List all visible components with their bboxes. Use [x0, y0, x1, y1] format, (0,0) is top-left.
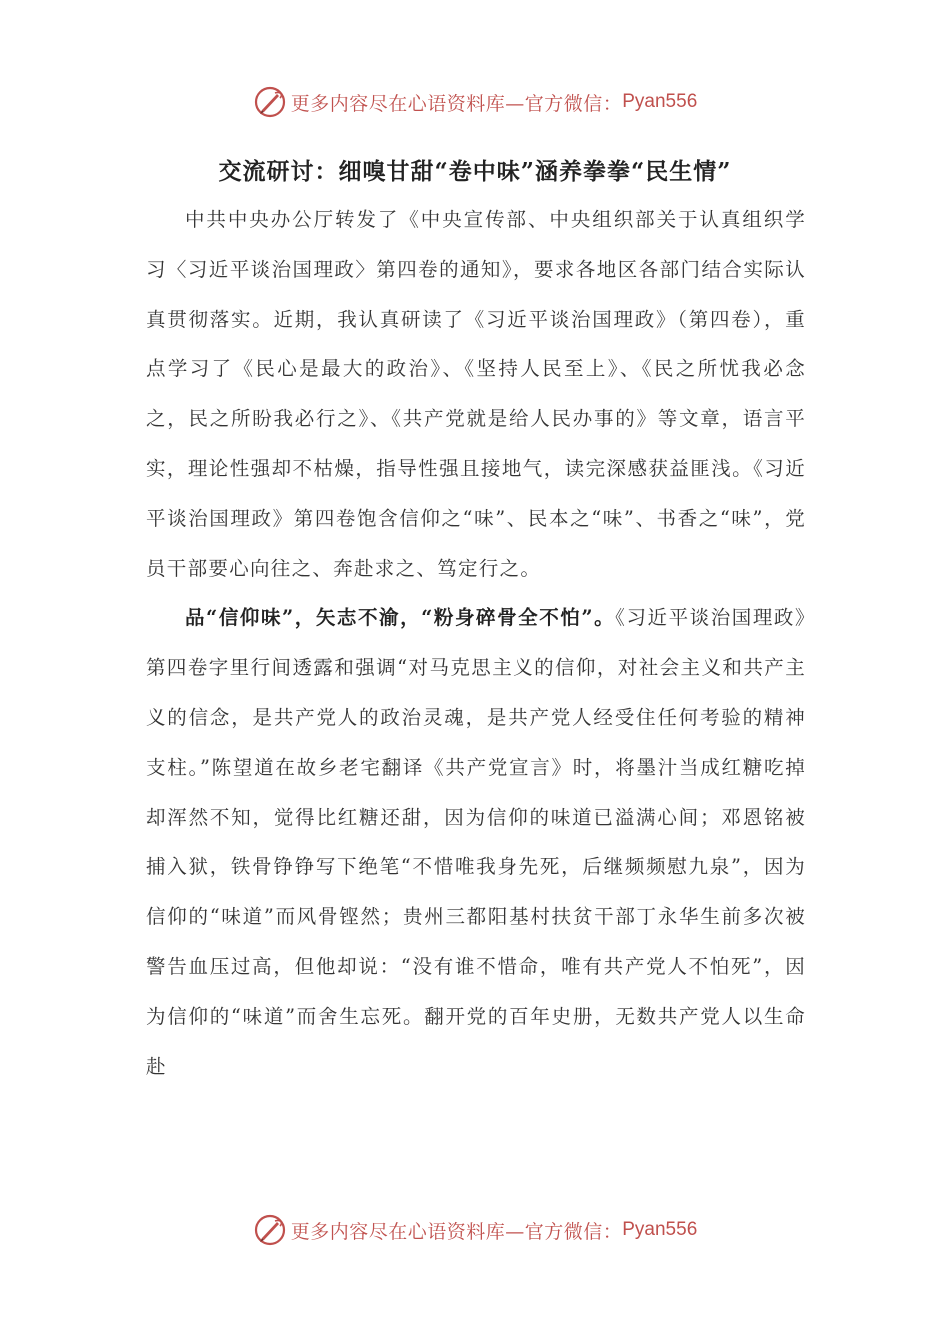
paragraph-text: 《习近平谈治国理政》第四卷字里行间透露和强调“对马克思主义的信仰，对社会主义和共产主义的信念，是共产党人的政治灵魂，是共产党人经受住任何考验的精神支柱。”陈望道在故乡老宅翻译《共产党宣言》时，将墨汁当成红糖吃掉却浑然不知，觉得比红糖还甜，因为信仰的味道已溢满心间；邓恩铭被捕入狱，铁骨铮铮写下绝笔“不惜唯我身先死，后继频频慰九泉”，因为信仰的“味道”而风骨铿然；贵州三都阳基村扶贫干部丁永华生前多次被警告血压过高，但他却说：“没有谁不惜命，唯有共产党人不怕死”，因为信仰的“味道”而舍生忘死。翻开党的百年史册，无数共产党人以生命赴	[146, 606, 806, 1078]
paragraph	[146, 593, 806, 1091]
paragraph: 中共中央办公厅转发了《中央宣传部、中央组织部关于认真组织学习〈习近平谈治国理政〉第四卷的通知》，要求各地区各部门结合实际认真贯彻落实。近期，我认真研读了《习近平谈治国理政》（第四卷），重点学习了《民心是最大的政治》、《坚持人民至上》、《民之所忧我必念之，民之所盼我必行之》、《共产党就是给人民办事的》等文章，语言平实，理论性强却不枯燥，指导性强且接地气，读完深感获益匪浅。《习近平谈治国理政》第四卷饱含信仰之“味”、民本之“味”、书香之“味”，党员干部要心向往之、奔赴求之、笃定行之。	[146, 208, 806, 580]
header-banner	[0, 82, 950, 122]
paragraph-lead: 品“信仰味”，矢志不渝，“粉身碎骨全不怕”。	[185, 606, 616, 630]
document-title: 交流研讨：细嗅甘甜“卷中味”涵养拳拳“民生情”	[218, 158, 732, 185]
banner-wechat-id: Pyan556	[622, 1219, 698, 1240]
footer-banner	[0, 1210, 950, 1250]
banner-text: 更多内容尽在心语资料库—官方微信：	[290, 1220, 623, 1243]
document-body	[146, 195, 806, 1091]
banner-wechat-id: Pyan556	[622, 91, 698, 112]
quill-pen-logo-icon	[253, 85, 287, 119]
banner-text: 更多内容尽在心语资料库—官方微信：	[290, 92, 623, 115]
quill-pen-logo-icon	[253, 1213, 287, 1247]
